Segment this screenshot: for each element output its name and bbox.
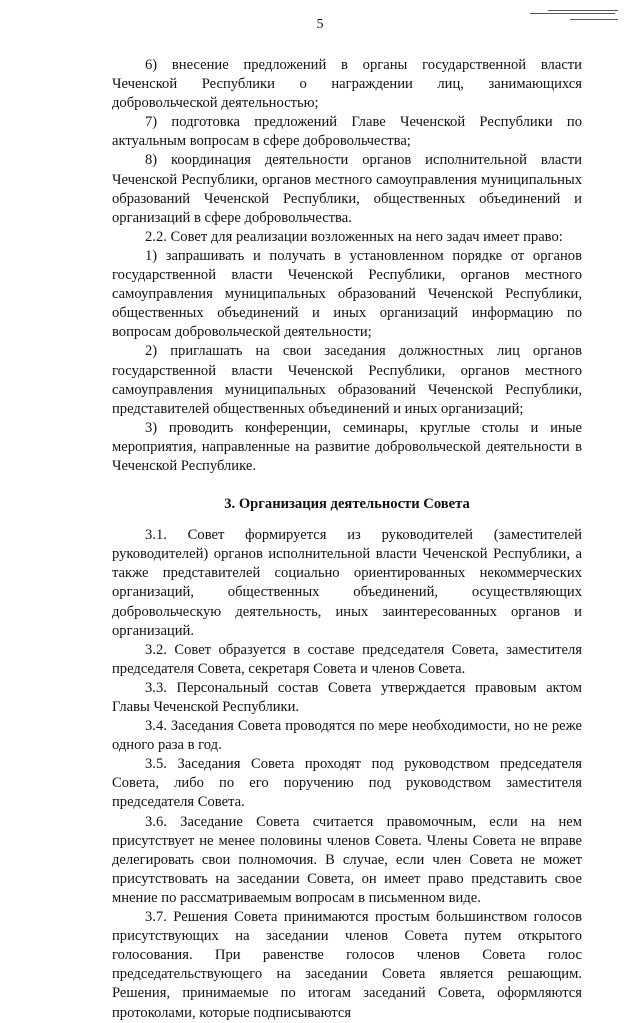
right-2: 2) приглашать на свои заседания должностных лиц органов государственной власти Чеченской Республики, органов местного самоуправления муниципальных образований Чеченской Республики, представителей общественных объединений и иных организаций; (112, 343, 582, 417)
right-1: 1) запрашивать и получать в установленном порядке от органов государственной власти Чеченской Республики, органов местного самоуправления муниципальных образований Чеченской Республики, общественных объединений и иных организаций информацию по вопросам добровольческой деятельности; (112, 247, 582, 341)
item-6: 6) внесение предложений в органы государственной власти Чеченской Республики о награждении лиц, занимающихся добровольческой деятельностью; (112, 57, 582, 112)
clause-3-6: 3.6. Заседание Совета считается правомочным, если на нем присутствует не менее половины членов Совета. Члены Совета не вправе делегировать свои полномочия. В случае, если член Совета не может присутствовать на заседании Совета, он имеет право представить свое мнение по рассматриваемым вопросам в письменном виде. (112, 813, 582, 906)
clause-3-3: 3.3. Персональный состав Совета утверждается правовым актом Главы Чеченской Республики. (112, 679, 582, 715)
item-7: 7) подготовка предложений Главе Чеченской Республики по актуальным вопросам в сфере добровольчества; (112, 114, 582, 150)
clause-3-1: 3.1. Совет формируется из руководителей (заместителей руководителей) органов исполнительной власти Чеченской Республики, а также представителей социально ориентированных некоммерческих организаций, общественных объединений, осуществляющих добровольческую деятельность, иных заинтересованных органов и организаций. (112, 527, 582, 639)
clause-3-4: 3.4. Заседания Совета проводятся по мере необходимости, но не реже одного раза в год. (112, 718, 582, 754)
page-number: 5 (316, 17, 324, 32)
clause-3-2: 3.2. Совет образуется в составе председателя Совета, заместителя председателя Совета, секретаря Совета и членов Совета. (112, 641, 582, 677)
section-3-heading: 3. Организация деятельности Совета (224, 496, 470, 513)
clause-3-7: 3.7. Решения Совета принимаются простым большинством голосов присутствующих на заседании членов Совета путем открытого голосования. При равенстве голосов членов Совета голос председательствующего на заседании Совета является решающим. Решения, принимаемые по итогам заседаний Совета, оформляются протоколами, которые подписываются (112, 909, 582, 1021)
item-8: 8) координация деятельности органов исполнительной власти Чеченской Республики, органов местного самоуправления муниципальных образований Чеченской Республики, общественных объединений и организаций в сфере добровольчества. (112, 152, 582, 226)
clause-2-2: 2.2. Совет для реализации возложенных на него задач имеет право: (145, 228, 563, 245)
right-3: 3) проводить конференции, семинары, круглые столы и иные мероприятия, направленные на развитие добровольческой деятельности в Чеченской Республике. (112, 419, 582, 474)
document-body (112, 56, 582, 1023)
clause-3-5: 3.5. Заседания Совета проходят под руководством председателя Совета, либо по его поручению под руководством заместителя председателя Совета. (112, 756, 582, 811)
